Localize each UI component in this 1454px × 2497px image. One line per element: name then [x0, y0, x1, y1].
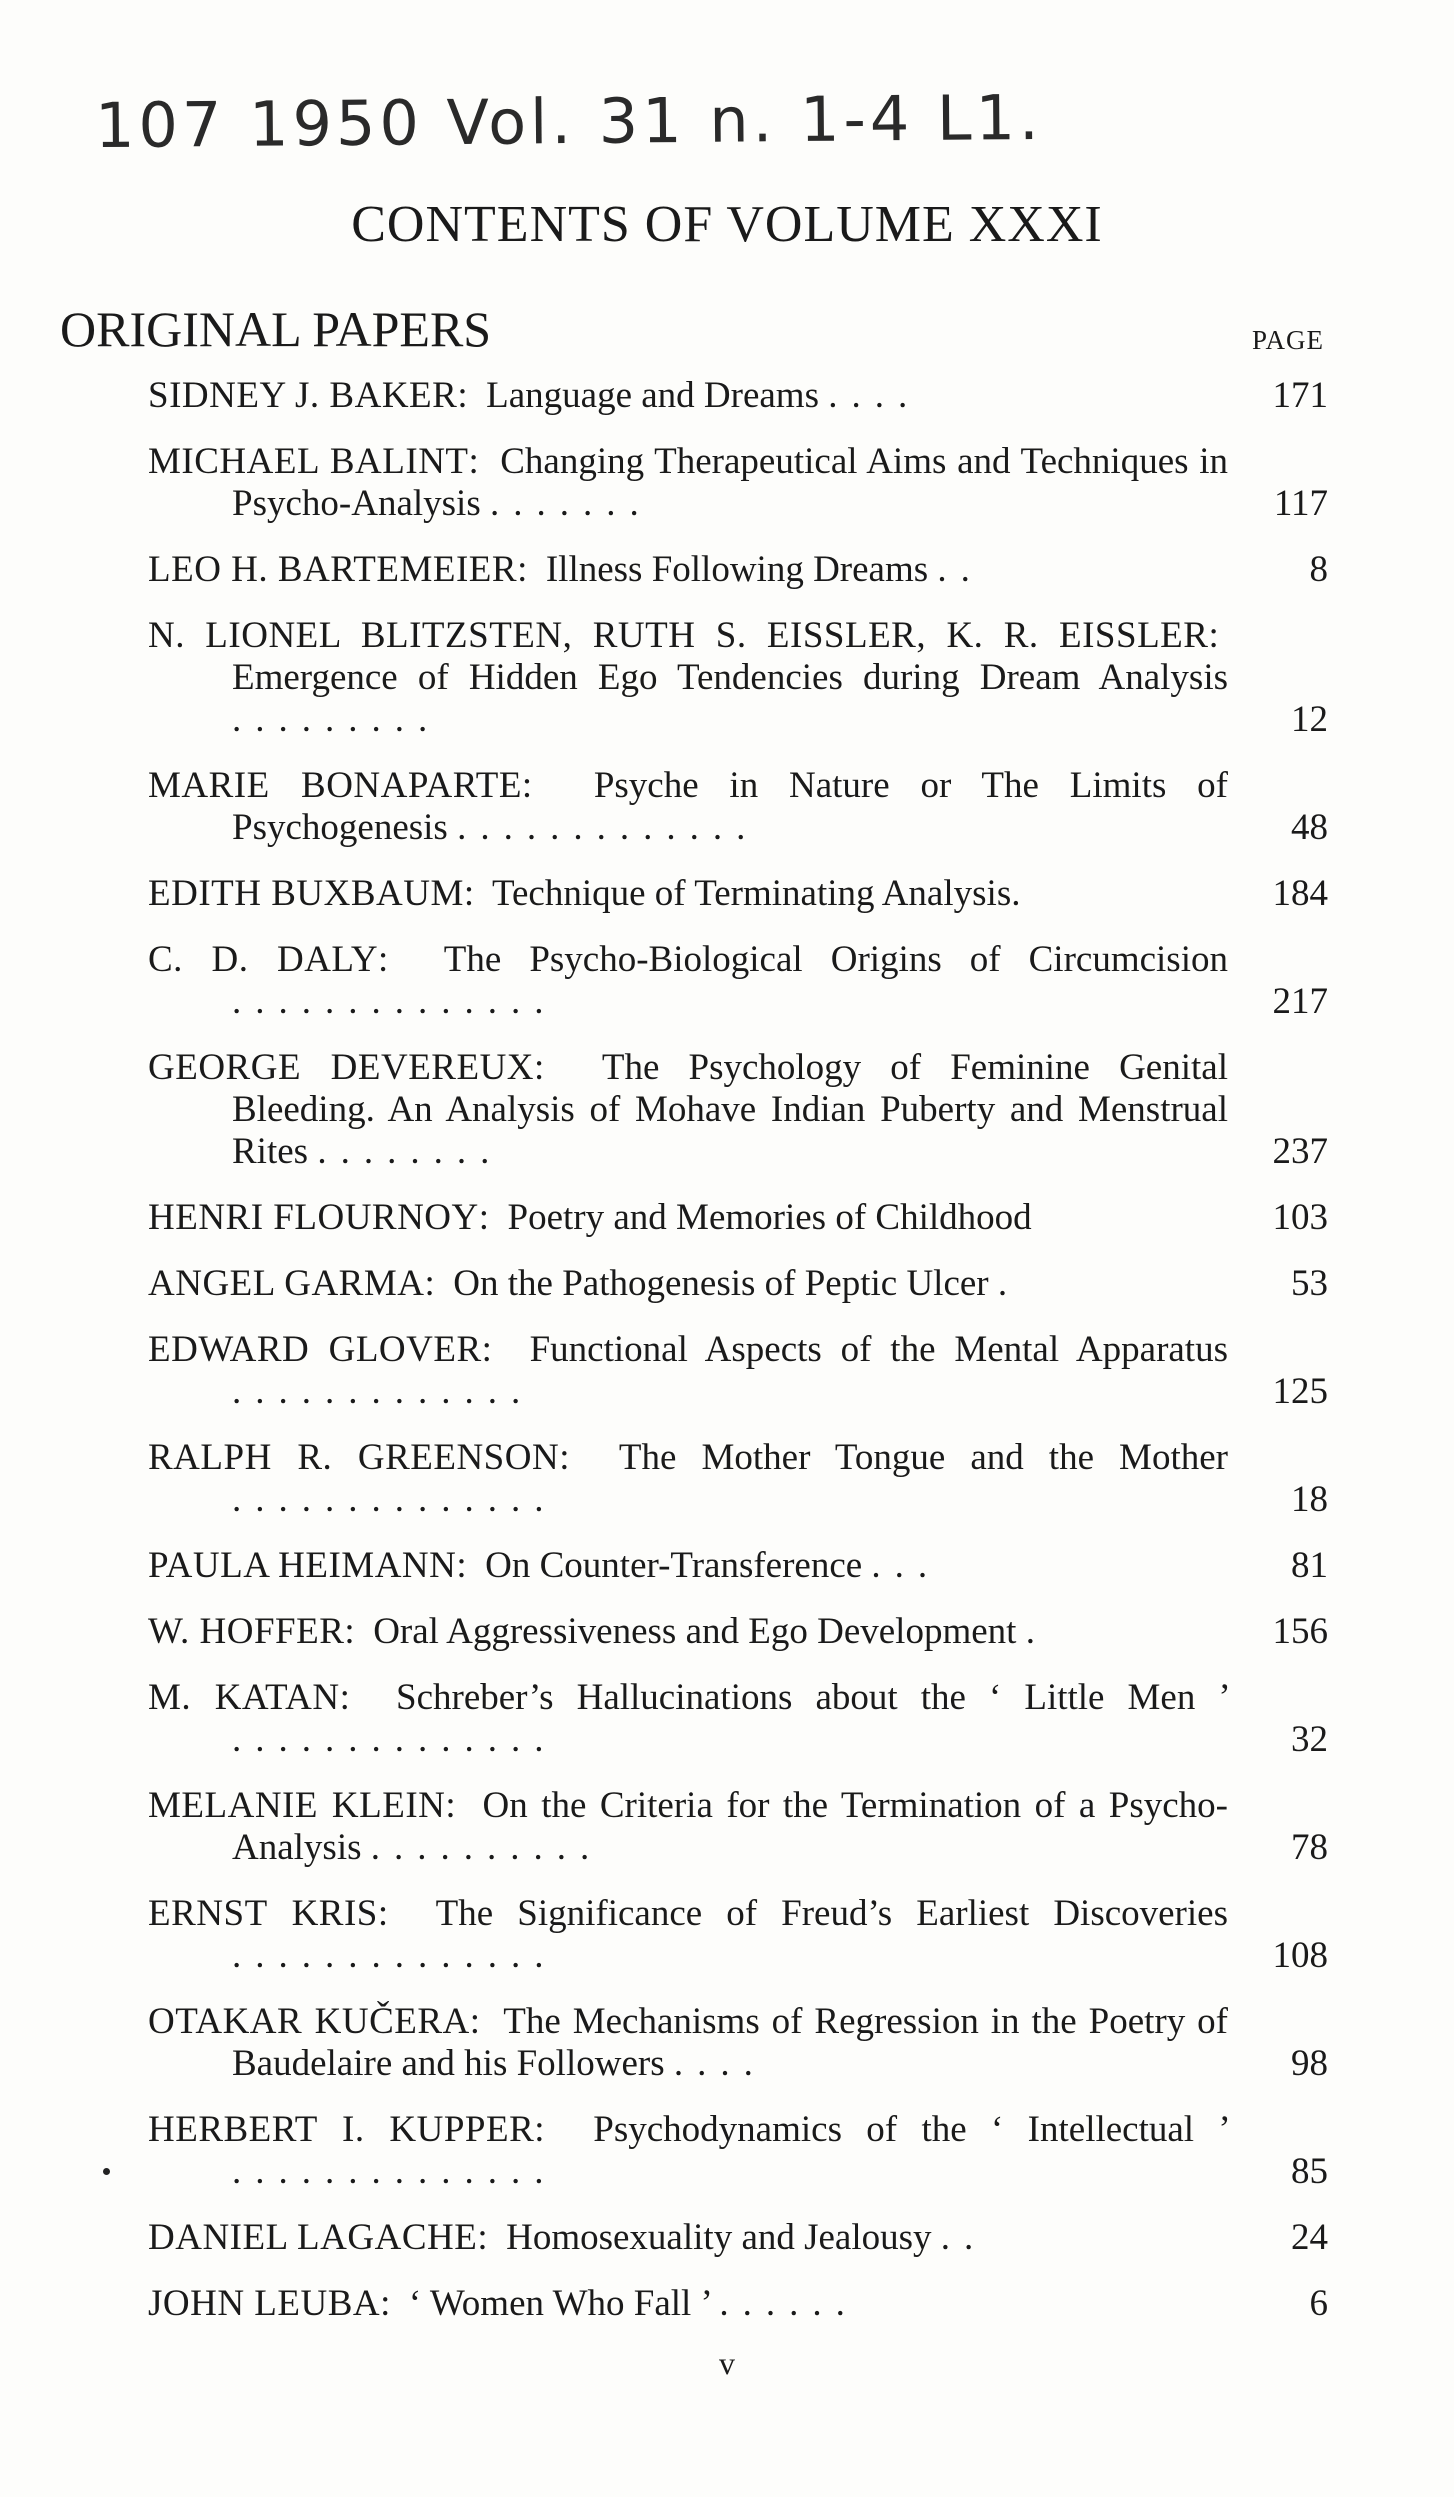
list-item: RALPH R. GREENSON: The Mother Tongue and the Mother .............. 18 [148, 1437, 1328, 1520]
leader-dots: .. [940, 2217, 988, 2258]
leader-dots: ............. [232, 1371, 535, 1412]
entry-page: 12 [1291, 699, 1328, 740]
entry-author: SIDNEY J. BAKER [148, 375, 458, 416]
entry-title: Language and Dreams [486, 375, 819, 416]
list-item: JOHN LEUBA: ‘ Women Who Fall ’ ...... 6 [148, 2283, 1328, 2324]
entry-title: Technique of Terminating Analysis [491, 873, 1012, 914]
entry-author: OTAKAR KUČERA [148, 2001, 470, 2042]
list-item: ANGEL GARMA: On the Pathogenesis of Peptic Ulcer . 53 [148, 1263, 1328, 1304]
entry-page: 8 [1309, 549, 1328, 590]
entry-page: 103 [1272, 1197, 1328, 1238]
page-column-label: PAGE [1251, 325, 1324, 355]
entry-page: 125 [1272, 1371, 1328, 1412]
entry-page: 48 [1291, 807, 1328, 848]
entry-title: Psyche in Nature or The Limits of Psychogenesis [232, 765, 1228, 848]
entry-author: JOHN LEUBA [148, 2283, 381, 2324]
leader-dots: . [997, 1263, 1022, 1304]
leader-dots: ... [871, 1545, 942, 1586]
entry-title: The Significance of Freud’s Earliest Discoveries [435, 1893, 1228, 1934]
list-item: MARIE BONAPARTE: Psyche in Nature or The Limits of Psychogenesis ............. 48 [148, 765, 1328, 848]
list-item: LEO H. BARTEMEIER: Illness Following Dreams .. 8 [148, 549, 1328, 590]
entry-author: HERBERT I. KUPPER [148, 2109, 535, 2150]
list-item: EDITH BUXBAUM: Technique of Terminating Analysis. 184 [148, 873, 1328, 914]
list-item: MELANIE KLEIN: On the Criteria for the Termination of a Psycho-Analysis .......... 78 [148, 1785, 1328, 1868]
entry-page: 32 [1291, 1719, 1328, 1760]
list-item: HERBERT I. KUPPER: Psychodynamics of the ‘ Intellectual ’ .............. 85 [148, 2109, 1328, 2192]
leader-dots: .... [673, 2043, 767, 2084]
list-item: SIDNEY J. BAKER: Language and Dreams .... 171 [148, 375, 1328, 416]
list-item: ERNST KRIS: The Significance of Freud’s Earliest Discoveries .............. 108 [148, 1893, 1328, 1976]
leader-dots: ....... [489, 483, 653, 524]
entry-author: RALPH R. GREENSON [148, 1437, 560, 1478]
entry-author: MICHAEL BALINT [148, 441, 469, 482]
entry-page: 81 [1291, 1545, 1328, 1586]
list-item: MICHAEL BALINT: Changing Therapeutical Aims and Techniques in Psycho-Analysis ....... 117 [148, 441, 1328, 524]
entry-title: Schreber’s Hallucinations about the ‘ Little Men ’ [396, 1677, 1228, 1718]
entry-page: 98 [1291, 2043, 1328, 2084]
entry-author: W. HOFFER [148, 1611, 345, 1652]
list-item: OTAKAR KUČERA: The Mechanisms of Regression in the Poetry of Baudelaire and his Followers .... 98 [148, 2001, 1328, 2084]
list-item: W. HOFFER: Oral Aggressiveness and Ego Development . 156 [148, 1611, 1328, 1652]
entry-title: On Counter-Transference [485, 1545, 863, 1586]
list-item: M. KATAN: Schreber’s Hallucinations about the ‘ Little Men ’ .............. 32 [148, 1677, 1328, 1760]
entry-title: Poetry and Memories of Childhood [507, 1197, 1032, 1238]
entry-author: MELANIE KLEIN [148, 1785, 446, 1826]
entry-page: 184 [1272, 873, 1328, 914]
entry-author: LEO H. BARTEMEIER [148, 549, 518, 590]
leader-dots: . [1011, 873, 1035, 914]
entry-author: C. D. DALY [148, 939, 379, 980]
entry-page: 156 [1272, 1611, 1328, 1652]
leader-dots: .............. [232, 981, 558, 1022]
entry-author: MARIE BONAPARTE [148, 765, 522, 806]
entry-title: Psychodynamics of the ‘ Intellectual ’ [593, 2109, 1228, 2150]
leader-dots: .............. [232, 1719, 558, 1760]
list-item: DANIEL LAGACHE: Homosexuality and Jealousy .. 24 [148, 2217, 1328, 2258]
handwritten-annotation: 107 1950 Vol. 31 n. 1-4 L1. [94, 80, 1044, 163]
list-item: N. LIONEL BLITZSTEN, RUTH S. EISSLER, K. R. EISSLER: Emergence of Hidden Ego Tendencies during Dream Analysis ......... 12 [148, 615, 1328, 740]
leader-dots: ......... [232, 699, 442, 740]
leader-dots: .............. [232, 1479, 558, 1520]
entry-page: 85 [1291, 2151, 1328, 2192]
contents-list [148, 375, 1328, 2349]
entry-author: EDWARD GLOVER [148, 1329, 482, 1370]
entry-title: Illness Following Dreams [545, 549, 929, 590]
page-folio: v [719, 2345, 735, 2381]
entry-author: PAULA HEIMANN [148, 1545, 457, 1586]
leader-dots: .. [937, 549, 984, 590]
entry-title: Functional Aspects of the Mental Apparatus [529, 1329, 1228, 1370]
leader-dots: .......... [370, 1827, 604, 1868]
entry-author: HENRI FLOURNOY [148, 1197, 479, 1238]
entry-page: 53 [1291, 1263, 1328, 1304]
list-item: EDWARD GLOVER: Functional Aspects of the Mental Apparatus ............. 125 [148, 1329, 1328, 1412]
entry-title: On the Pathogenesis of Peptic Ulcer [453, 1263, 989, 1304]
page-title: CONTENTS OF VOLUME XXXI [351, 196, 1103, 253]
entry-title: Homosexuality and Jealousy [506, 2217, 932, 2258]
entry-title: The Psycho-Biological Origins of Circumcision [443, 939, 1228, 980]
list-item: C. D. DALY: The Psycho-Biological Origins of Circumcision .............. 217 [148, 939, 1328, 1022]
list-item: PAULA HEIMANN: On Counter-Transference ... 81 [148, 1545, 1328, 1586]
stray-mark [103, 2168, 110, 2175]
leader-dots: ........ [317, 1131, 504, 1172]
leader-dots: .... [828, 375, 922, 416]
leader-dots: ............. [457, 807, 760, 848]
entry-author: EDITH BUXBAUM [148, 873, 464, 914]
entry-author: ANGEL GARMA [148, 1263, 425, 1304]
entry-title: ‘ Women Who Fall ’ [408, 2283, 711, 2324]
entry-author: N. LIONEL BLITZSTEN, RUTH S. EISSLER, K. R. EISSLER [148, 615, 1209, 656]
entry-title: Oral Aggressiveness and Ego Development [373, 1611, 1017, 1652]
entry-page: 108 [1272, 1935, 1328, 1976]
entry-title: Emergence of Hidden Ego Tendencies during Dream Analysis [232, 657, 1228, 698]
entry-title: On the Criteria for the Termination of a Psycho-Analysis [232, 1785, 1228, 1868]
entry-page: 117 [1273, 483, 1328, 524]
leader-dots: .............. [232, 1935, 558, 1976]
entry-page: 217 [1272, 981, 1328, 1022]
entry-author: ERNST KRIS [148, 1893, 378, 1934]
list-item: GEORGE DEVEREUX: The Psychology of Feminine Genital Bleeding. An Analysis of Mohave Indian Puberty and Menstrual Rites ........ 237 [148, 1047, 1328, 1172]
entry-page: 171 [1272, 375, 1328, 416]
entry-title: The Psychology of Feminine Genital Bleeding. An Analysis of Mohave Indian Puberty and Menstrual Rites [232, 1047, 1228, 1172]
entry-page: 237 [1272, 1131, 1328, 1172]
leader-dots: . [1025, 1611, 1049, 1652]
entry-author: DANIEL LAGACHE [148, 2217, 478, 2258]
entry-title: The Mother Tongue and the Mother [618, 1437, 1228, 1478]
leader-dots: .............. [232, 2151, 558, 2192]
entry-page: 6 [1309, 2283, 1328, 2324]
list-item: HENRI FLOURNOY: Poetry and Memories of Childhood 103 [148, 1197, 1328, 1238]
entry-page: 18 [1291, 1479, 1328, 1520]
entry-page: 78 [1291, 1827, 1328, 1868]
entry-author: M. KATAN [148, 1677, 340, 1718]
leader-dots: ...... [719, 2283, 859, 2324]
entry-author: GEORGE DEVEREUX [148, 1047, 535, 1088]
section-heading: ORIGINAL PAPERS [60, 301, 492, 357]
entry-title: Changing Therapeutical Aims and Techniques in Psycho-Analysis [232, 441, 1228, 524]
entry-page: 24 [1291, 2217, 1328, 2258]
entry-title: The Mechanisms of Regression in the Poetry of Baudelaire and his Followers [232, 2001, 1228, 2084]
